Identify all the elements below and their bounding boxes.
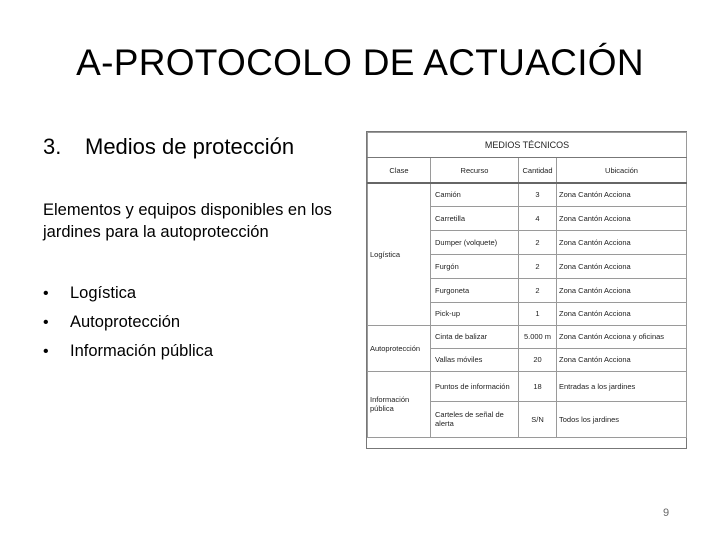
cantidad-cell: 18 [519, 371, 557, 401]
bullet-text: Información pública [70, 342, 214, 360]
ubicacion-cell: Zona Cantón Acciona [557, 348, 687, 371]
ubicacion-cell: Entradas a los jardines [557, 371, 687, 401]
cantidad-cell: 2 [519, 254, 557, 278]
cantidad-cell: 2 [519, 278, 557, 302]
cantidad-cell: 4 [519, 206, 557, 230]
intro-text: Elementos y equipos disponibles en los jardines para la autoprotección [43, 201, 332, 241]
bullet-item [43, 308, 213, 337]
section-heading-text: Medios de protección [85, 134, 295, 159]
clase-cell: Logística [368, 183, 431, 325]
recurso-cell: Dumper (volquete) [431, 230, 519, 254]
ubicacion-cell: Todos los jardines [557, 401, 687, 437]
cantidad-cell: S/N [519, 401, 557, 437]
column-header: Ubicación [557, 158, 687, 184]
cantidad-cell: 3 [519, 183, 557, 206]
bullet-icon: • [43, 284, 49, 302]
cantidad-cell: 20 [519, 348, 557, 371]
bullet-item [43, 337, 213, 366]
column-header: Recurso [431, 158, 519, 184]
bullet-list [43, 279, 213, 366]
recurso-cell: Cinta de balizar [431, 325, 519, 348]
page-number: 9 [663, 507, 670, 519]
clase-cell: Autoprotección [368, 325, 431, 371]
ubicacion-cell: Zona Cantón Acciona y oficinas [557, 325, 687, 348]
bullet-item [43, 279, 213, 308]
recurso-cell: Furgoneta [431, 278, 519, 302]
recurso-cell: Puntos de información [431, 371, 519, 401]
section-number: 3. [43, 134, 62, 159]
ubicacion-cell: Zona Cantón Acciona [557, 278, 687, 302]
medios-tecnicos-table-image [366, 131, 687, 449]
bullet-icon: • [43, 313, 49, 331]
recurso-cell: Carretilla [431, 206, 519, 230]
clase-cell: Información pública [368, 371, 431, 437]
bullet-text: Logística [70, 284, 137, 302]
cantidad-cell: 5.000 m [519, 325, 557, 348]
recurso-cell: Carteles de señal de alerta [431, 401, 519, 437]
ubicacion-cell: Zona Cantón Acciona [557, 206, 687, 230]
column-header: Cantidad [519, 158, 557, 184]
ubicacion-cell: Zona Cantón Acciona [557, 183, 687, 206]
recurso-cell: Pick-up [431, 302, 519, 325]
table-row [368, 371, 687, 401]
table-row [368, 183, 687, 206]
ubicacion-cell: Zona Cantón Acciona [557, 230, 687, 254]
medios-tecnicos-table [367, 132, 687, 438]
recurso-cell: Vallas móviles [431, 348, 519, 371]
bullet-icon: • [43, 342, 49, 360]
cantidad-cell: 1 [519, 302, 557, 325]
ubicacion-cell: Zona Cantón Acciona [557, 302, 687, 325]
table-row [368, 325, 687, 348]
column-header: Clase [368, 158, 431, 184]
ubicacion-cell: Zona Cantón Acciona [557, 254, 687, 278]
recurso-cell: Furgón [431, 254, 519, 278]
slide-title: A-PROTOCOLO DE ACTUACIÓN [76, 42, 644, 83]
bullet-text: Autoprotección [70, 313, 181, 331]
section-heading [43, 134, 294, 160]
recurso-cell: Camión [431, 183, 519, 206]
cantidad-cell: 2 [519, 230, 557, 254]
table-title: MEDIOS TÉCNICOS [368, 133, 687, 158]
